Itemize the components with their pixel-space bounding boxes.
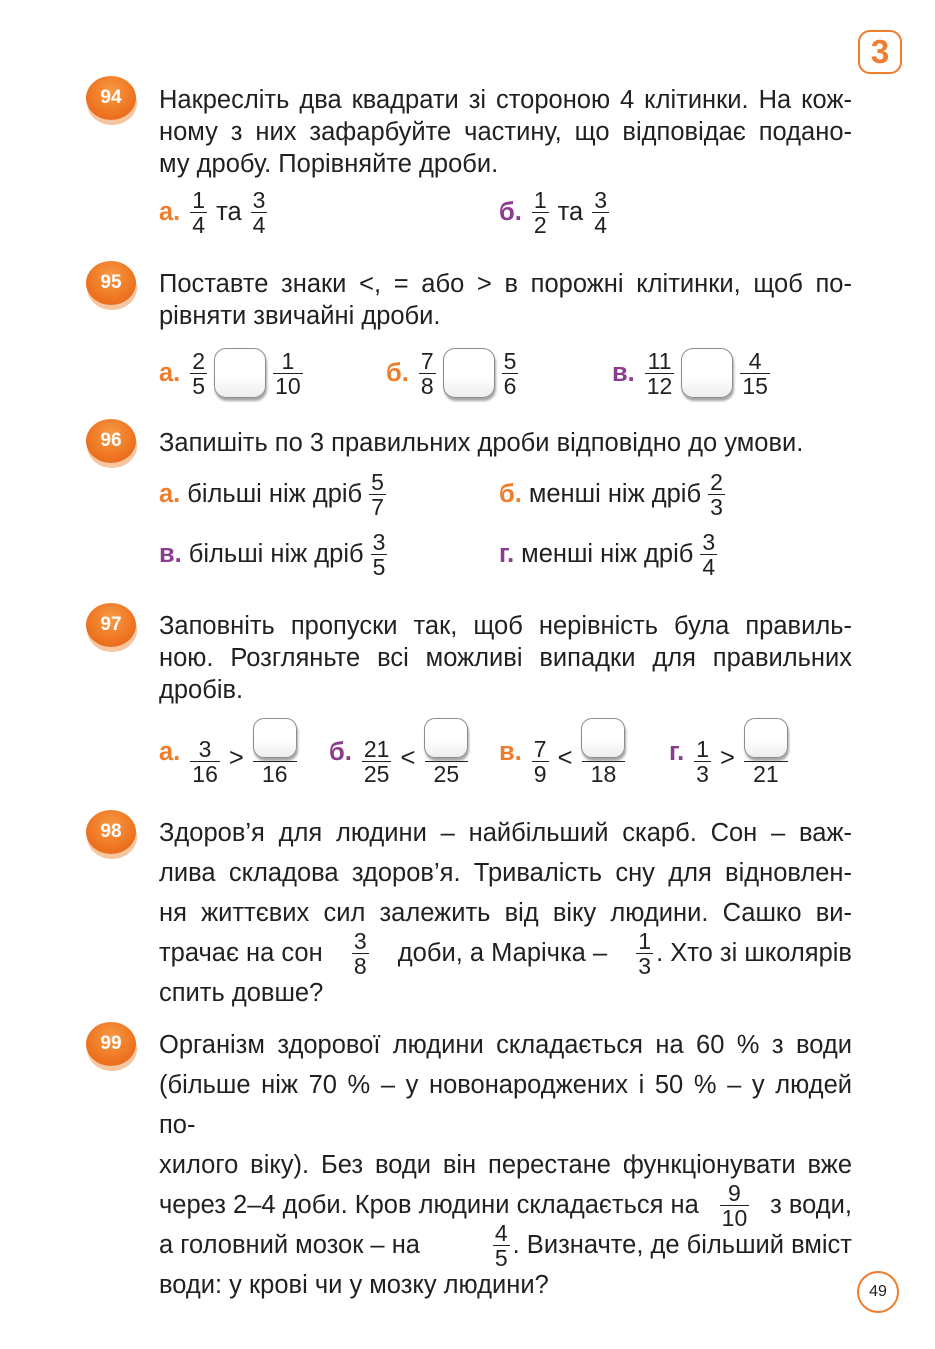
denominator: 2	[533, 212, 547, 238]
fraction	[369, 470, 386, 519]
numerator: 11	[647, 347, 672, 374]
option-label: в.	[159, 540, 182, 568]
problem-98-text	[159, 813, 852, 1013]
numerator: 21	[363, 736, 390, 762]
problem-96-option-c	[159, 530, 390, 579]
numerator: 3	[372, 529, 386, 555]
fraction	[371, 530, 388, 579]
problem-number-97: 97	[86, 603, 136, 647]
fraction	[502, 349, 519, 398]
text-line: Накресліть два квадрати зі стороною 4 клітинки. На кож-	[159, 86, 852, 114]
fraction	[493, 1221, 510, 1270]
numerator: 1	[533, 187, 547, 213]
numerator: 7	[533, 736, 547, 762]
inequality-sign: <	[557, 744, 573, 772]
answer-box[interactable]	[443, 348, 495, 398]
numerator: 9	[728, 1179, 741, 1206]
option-text: менші ніж дріб	[521, 540, 694, 568]
problem-number-94: 94	[86, 76, 136, 120]
numerator: 7	[420, 347, 434, 374]
text-segment: доби, а Марічка –	[397, 939, 608, 967]
denominator: 5	[494, 1244, 508, 1271]
text-segment: . Хто зі школярів	[656, 939, 852, 967]
denominator: 8	[353, 952, 367, 979]
fraction	[532, 737, 549, 786]
denominator: 3	[696, 761, 709, 787]
fraction	[645, 349, 675, 398]
denominator: 7	[371, 494, 384, 520]
option-text: більші ніж дріб	[187, 480, 363, 508]
fraction	[190, 349, 207, 398]
problem-95-text	[159, 268, 852, 332]
problem-99-text	[159, 1025, 852, 1305]
option-label: а.	[159, 737, 181, 766]
numerator: 1	[638, 927, 652, 954]
problem-94-option-a	[159, 188, 270, 237]
fraction	[251, 188, 268, 237]
denominator: 25	[363, 761, 390, 787]
chapter-badge: 3	[858, 30, 902, 74]
numerator: 5	[371, 469, 384, 495]
fraction	[694, 737, 711, 786]
denominator: 10	[721, 1204, 748, 1231]
option-label: б.	[329, 737, 352, 766]
problem-97-text	[159, 610, 852, 706]
problem-95-option-b	[386, 348, 521, 398]
fraction	[190, 188, 207, 237]
fraction	[352, 929, 369, 978]
problem-number-95: 95	[86, 261, 136, 305]
option-label: б.	[499, 480, 522, 508]
numerator: 3	[252, 187, 266, 213]
option-text: менші ніж дріб	[528, 480, 702, 508]
fraction	[419, 349, 436, 398]
text-line-with-fractions	[159, 1179, 852, 1231]
fraction	[708, 470, 725, 519]
denominator: 18	[582, 761, 626, 786]
page-number: 49	[857, 1271, 899, 1313]
text-line: Поставте знаки <, = або > в порожні клітинки, щоб по-	[159, 270, 852, 298]
answer-box[interactable]	[581, 718, 625, 758]
denominator: 5	[192, 372, 206, 399]
denominator: 12	[646, 372, 673, 399]
text-line: му дробу. Порівняйте дроби.	[159, 150, 499, 178]
problem-96-text	[159, 427, 852, 459]
numerator: 5	[503, 347, 517, 374]
text-segment: з води,	[770, 1191, 852, 1219]
fraction-group	[490, 1221, 852, 1270]
inequality-sign: <	[400, 744, 416, 772]
problem-number-96: 96	[86, 419, 136, 463]
text-line: Заповніть пропуски так, щоб нерівність була правиль-	[159, 612, 852, 640]
fraction	[592, 188, 609, 237]
text-line: води: у крові чи у мозку людини?	[159, 1271, 549, 1299]
fraction-with-box	[581, 718, 625, 786]
text-segment: через 2–4 доби. Кров людини складається на	[159, 1191, 699, 1219]
fraction	[273, 349, 303, 398]
denominator: 4	[192, 212, 206, 238]
text-segment: . Визначте, де більший вміст	[512, 1231, 852, 1259]
option-text: більші ніж дріб	[188, 540, 364, 568]
fraction	[532, 188, 549, 237]
text-line: рівняти звичайні дроби.	[159, 302, 441, 330]
text-line: спить довше?	[159, 979, 324, 1007]
denominator: 4	[252, 212, 266, 238]
problem-96-option-d	[499, 530, 720, 579]
answer-box[interactable]	[681, 348, 733, 398]
denominator: 21	[744, 761, 788, 786]
text-line-with-fractions	[159, 1219, 852, 1271]
numerator: 1	[192, 187, 206, 213]
connector-word: та	[557, 198, 584, 226]
problem-number-99: 99	[86, 1022, 136, 1066]
fraction-with-box	[253, 718, 297, 786]
numerator: 4	[748, 347, 762, 374]
problem-95-option-c	[612, 348, 773, 398]
option-label: г.	[669, 737, 685, 766]
text-line: Організм здорової людини складається на 60 % з води	[159, 1031, 852, 1059]
option-label: а.	[159, 480, 181, 508]
text-line: дробів.	[159, 676, 244, 704]
problem-94-text	[159, 84, 852, 180]
option-label: б.	[386, 358, 409, 387]
option-label: в.	[499, 737, 522, 766]
problem-96-option-b	[499, 470, 728, 519]
denominator: 3	[638, 952, 652, 979]
denominator: 15	[742, 372, 768, 399]
option-label: б.	[499, 198, 522, 226]
denominator: 25	[425, 761, 469, 786]
answer-box[interactable]	[744, 718, 788, 758]
numerator: 1	[281, 347, 295, 374]
fraction	[636, 929, 653, 978]
denominator: 6	[503, 372, 517, 399]
text-line: хилого віку). Без води він перестане функціонувати вже	[159, 1151, 852, 1179]
option-label: г.	[499, 540, 515, 568]
denominator: 3	[710, 494, 723, 520]
connector-word: та	[216, 198, 242, 226]
fraction	[700, 530, 717, 579]
option-label: а.	[159, 198, 181, 226]
fraction	[362, 737, 392, 786]
text-segment: а головний мозок – на	[159, 1231, 420, 1259]
text-line: Запишіть по 3 правильних дроби відповідно до умови.	[159, 429, 804, 457]
denominator: 16	[192, 761, 218, 787]
numerator: 3	[702, 529, 716, 555]
fraction-with-box	[744, 718, 788, 786]
text-line: ною. Розгляньте всі можливі випадки для правильних	[159, 644, 852, 672]
numerator: 3	[594, 187, 608, 213]
answer-box[interactable]	[424, 718, 468, 758]
numerator: 4	[494, 1219, 508, 1246]
denominator: 9	[533, 761, 547, 787]
text-line: ному з них зафарбуйте частину, що відповідає подано-	[159, 118, 852, 146]
answer-box[interactable]	[253, 718, 297, 758]
denominator: 5	[372, 554, 386, 580]
fraction	[740, 349, 770, 398]
option-label: а.	[159, 358, 181, 387]
numerator: 2	[710, 469, 723, 495]
problem-number-98: 98	[86, 810, 136, 854]
numerator: 1	[696, 736, 709, 762]
denominator: 4	[594, 212, 608, 238]
text-line: (більше ніж 70 % – у новонароджених і 50 % – у людей по-	[159, 1071, 852, 1139]
denominator: 10	[275, 372, 301, 399]
text-line-with-fractions	[159, 927, 852, 979]
numerator: 3	[198, 736, 212, 762]
fraction-with-box	[424, 718, 468, 786]
text-line: лива складова здоров’я. Тривалість сну для відновлен-	[159, 859, 852, 887]
inequality-sign: >	[228, 744, 244, 772]
problem-97-option-b	[329, 718, 471, 786]
problem-96-option-a	[159, 470, 389, 519]
option-label: в.	[612, 358, 635, 387]
fraction	[190, 737, 220, 786]
problem-97-option-d	[669, 718, 791, 786]
denominator: 16	[253, 761, 297, 786]
problem-95-option-a	[159, 348, 306, 398]
denominator: 4	[702, 554, 716, 580]
text-line: ня життєвих сил залежить від віку людини. Сашко ви-	[159, 899, 852, 927]
answer-box[interactable]	[214, 348, 266, 398]
numerator: 3	[353, 927, 367, 954]
numerator: 2	[192, 347, 206, 374]
inequality-sign: >	[719, 744, 735, 772]
text-segment: трачає на сон	[159, 939, 323, 967]
problem-97-option-c	[499, 718, 628, 786]
problem-94-option-b	[499, 188, 612, 237]
text-line: Здоров’я для людини – найбільший скарб. Сон – важ-	[159, 819, 852, 847]
denominator: 8	[420, 372, 434, 399]
problem-97-option-a	[159, 718, 300, 786]
fraction-group	[633, 929, 852, 978]
